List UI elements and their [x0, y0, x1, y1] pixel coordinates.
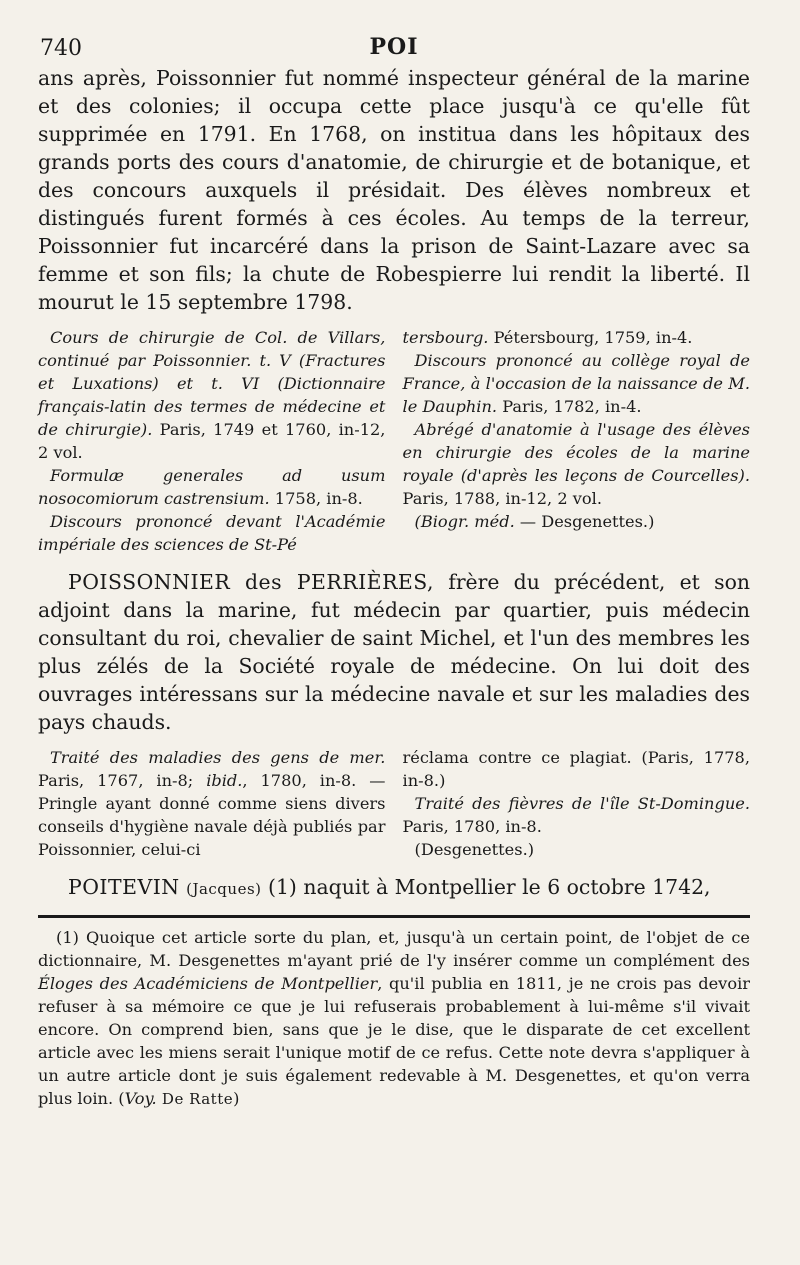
- bib-item: Discours prononcé devant l'Académie impériale des sciences de St-Pé: [38, 512, 386, 554]
- bib-item-continued: réclama contre ce plagiat. (Paris, 1778, in-8.): [402, 748, 750, 790]
- entry-headword: POISSONNIER des PERRIÈRES,: [68, 570, 435, 594]
- entry-poissonnier-des-perrieres: POISSONNIER des PERRIÈRES, frère du précédent, et son adjoint dans la marine, fut médecin par quartier, puis médecin consultant du roi, chevalier de saint Michel, et l'un des membres les plus zélés de la Société royale de médecine. On lui doit des ouvrages intéressans sur la médecine navale et sur les maladies des pays chauds.: [38, 570, 750, 734]
- bibliography-poissonnier: [38, 326, 750, 556]
- bib-item: Traité des maladies des gens de mer. Paris, 1767, in-8; ibid., 1780, in-8. — Pringle ayant donné comme siens divers conseils d'hygiène navale déjà publiés par Poissonnier, celui-ci: [38, 748, 386, 859]
- bib-item-continued: tersbourg. Pétersbourg, 1759, in-4.: [402, 328, 693, 347]
- bibliography-left-column: [38, 326, 385, 556]
- footnote-reference[interactable]: (1): [267, 875, 297, 899]
- page-number: 740: [40, 36, 82, 61]
- bib-source: (Biogr. méd. — Desgenettes.): [414, 512, 655, 531]
- entry-poitevin: POITEVIN (Jacques) (1) naquit à Montpellier le 6 octobre 1742,: [68, 875, 711, 899]
- footnote-rule: [38, 915, 750, 918]
- bib-item: Cours de chirurgie de Col. de Villars, continué par Poissonnier. t. V (Fractures et Luxations) et t. VI (Dictionnaire français-latin des termes de médecine et de chirurgie). Paris, 1749 et 1760, in-12, 2 vol.: [38, 328, 386, 462]
- bib-item: Formulæ generales ad usum nosocomiorum castrensium. 1758, in-8.: [38, 466, 386, 508]
- footnote: (1) Quoique cet article sorte du plan, et, jusqu'à un certain point, de l'objet de ce dictionnaire, M. Desgenettes m'ayant prié de l'y insérer comme un complément des Éloges des Académiciens de Montpellier, qu'il publia en 1811, je ne crois pas devoir refuser à sa mémoire ce que je lui refuserais probablement à lui-même s'il vivait encore. On comprend bien, sans que je le dise, que le disparate de cet excellent article avec les miens serait l'unique motif de ce refus. Cette note devra s'appliquer à un autre article dont je suis également redevable à M. Desgenettes, et qu'on verra plus loin. (Voy. De Ratte): [38, 928, 750, 1108]
- bibliography-left-column: [38, 746, 385, 861]
- poissonnier-biography: ans après, Poissonnier fut nommé inspecteur général de la marine et des colonies; il occupa cette place jusqu'à ce qu'elle fût supprimée en 1791. En 1768, on institua dans les hôpitaux des grands ports des cours d'anatomie, de chirurgie et de botanique, et des concours auxquels il présidait. Des élèves nombreux et distingués furent formés à ces écoles. Au temps de la terreur, Poissonnier fut incarcéré dans la prison de Saint-Lazare avec sa femme et son fils; la chute de Robespierre lui rendit la liberté. Il mourut le 15 septembre 1798.: [38, 66, 750, 314]
- bibliography-right-column: [403, 326, 750, 556]
- bib-item: Discours prononcé au collège royal de France, à l'occasion de la naissance de M. le Dauphin. Paris, 1782, in-4.: [402, 351, 750, 416]
- bib-item: Abrégé d'anatomie à l'usage des élèves en chirurgie des écoles de la marine royale (d'après les leçons de Courcelles). Paris, 1788, in-12, 2 vol.: [402, 420, 750, 508]
- footnote-mark: (1): [56, 928, 79, 947]
- bib-item: Traité des fièvres de l'île St-Domingue. Paris, 1780, in-8.: [402, 794, 750, 836]
- bibliography-right-column: [403, 746, 750, 861]
- bib-source: (Desgenettes.): [414, 840, 535, 859]
- page-header: [38, 30, 750, 64]
- running-head: POI: [369, 34, 419, 60]
- entry-headword: POITEVIN: [68, 875, 180, 899]
- bibliography-perrieres: [38, 746, 750, 861]
